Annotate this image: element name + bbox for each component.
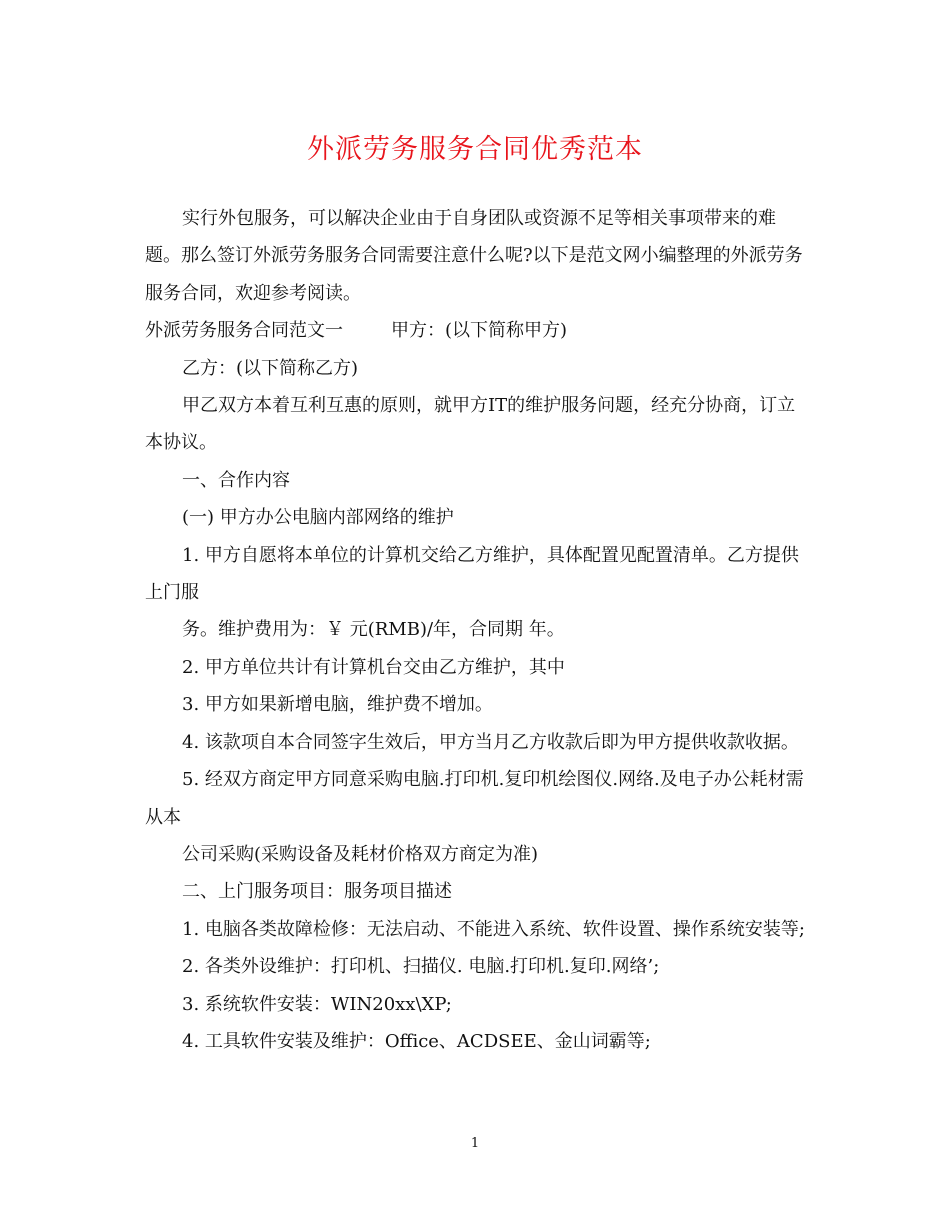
clause-1-2: 2. 甲方单位共计有计算机台交由乙方维护，其中	[182, 656, 565, 678]
clause-2-2: 2. 各类外设维护：打印机、扫描仪. 电脑.打印机.复印.网络’;	[182, 956, 660, 978]
clause-2-3: 3. 系统软件安装：WIN20xx\XP;	[182, 993, 452, 1015]
party-a-line: 甲方：(以下简称甲方)	[391, 320, 568, 342]
document-body	[145, 200, 810, 1060]
agreement-paragraph: 甲乙双方本着互利互惠的原则，就甲方IT的维护服务问题，经充分协商，订立本协议。	[145, 395, 796, 454]
clause-1-5-continued: 公司采购(采购设备及耗材价格双方商定为准)	[182, 843, 539, 865]
section-heading-2: 二、上门服务项目：服务项目描述	[182, 881, 452, 903]
party-b-line: 乙方：(以下简称乙方)	[182, 357, 359, 379]
clause-1-1-continued: 务。维护费用为：￥ 元(RMB)/年，合同期 年。	[182, 619, 565, 641]
clause-1-5: 5. 经双方商定甲方同意采购电脑.打印机.复印机绘图仪.网络.及电子办公耗材需从本	[145, 769, 804, 828]
sample-heading: 外派劳务服务合同范文一	[145, 320, 343, 342]
document-title: 外派劳务服务合同优秀范本	[307, 134, 643, 165]
clause-1-1: 1. 甲方自愿将本单位的计算机交给乙方维护，具体配置见配置清单。乙方提供上门服	[145, 544, 799, 604]
sample-line	[145, 312, 810, 349]
clause-2-1: 1. 电脑各类故障检修：无法启动、不能进入系统、软件设置、操作系统安装等;	[182, 918, 805, 940]
section-heading-1: 一、合作内容	[182, 469, 290, 491]
subsection-heading-1: (一) 甲方办公电脑内部网络的维护	[182, 507, 454, 529]
intro-paragraph: 实行外包服务，可以解决企业由于自身团队或资源不足等相关事项带来的难题。那么签订外派劳务服务合同需要注意什么呢?以下是范文网小编整理的外派劳务服务合同，欢迎参考阅读。	[145, 208, 803, 304]
clause-1-4: 4. 该款项自本合同签字生效后，甲方当月乙方收款后即为甲方提供收款收据。	[182, 731, 799, 753]
clause-1-3: 3. 甲方如果新增电脑，维护费不增加。	[182, 694, 493, 716]
clause-2-4: 4. 工具软件安装及维护：Office、ACDSEE、金山词霸等;	[182, 1030, 651, 1052]
page-number: 1	[470, 1136, 480, 1151]
